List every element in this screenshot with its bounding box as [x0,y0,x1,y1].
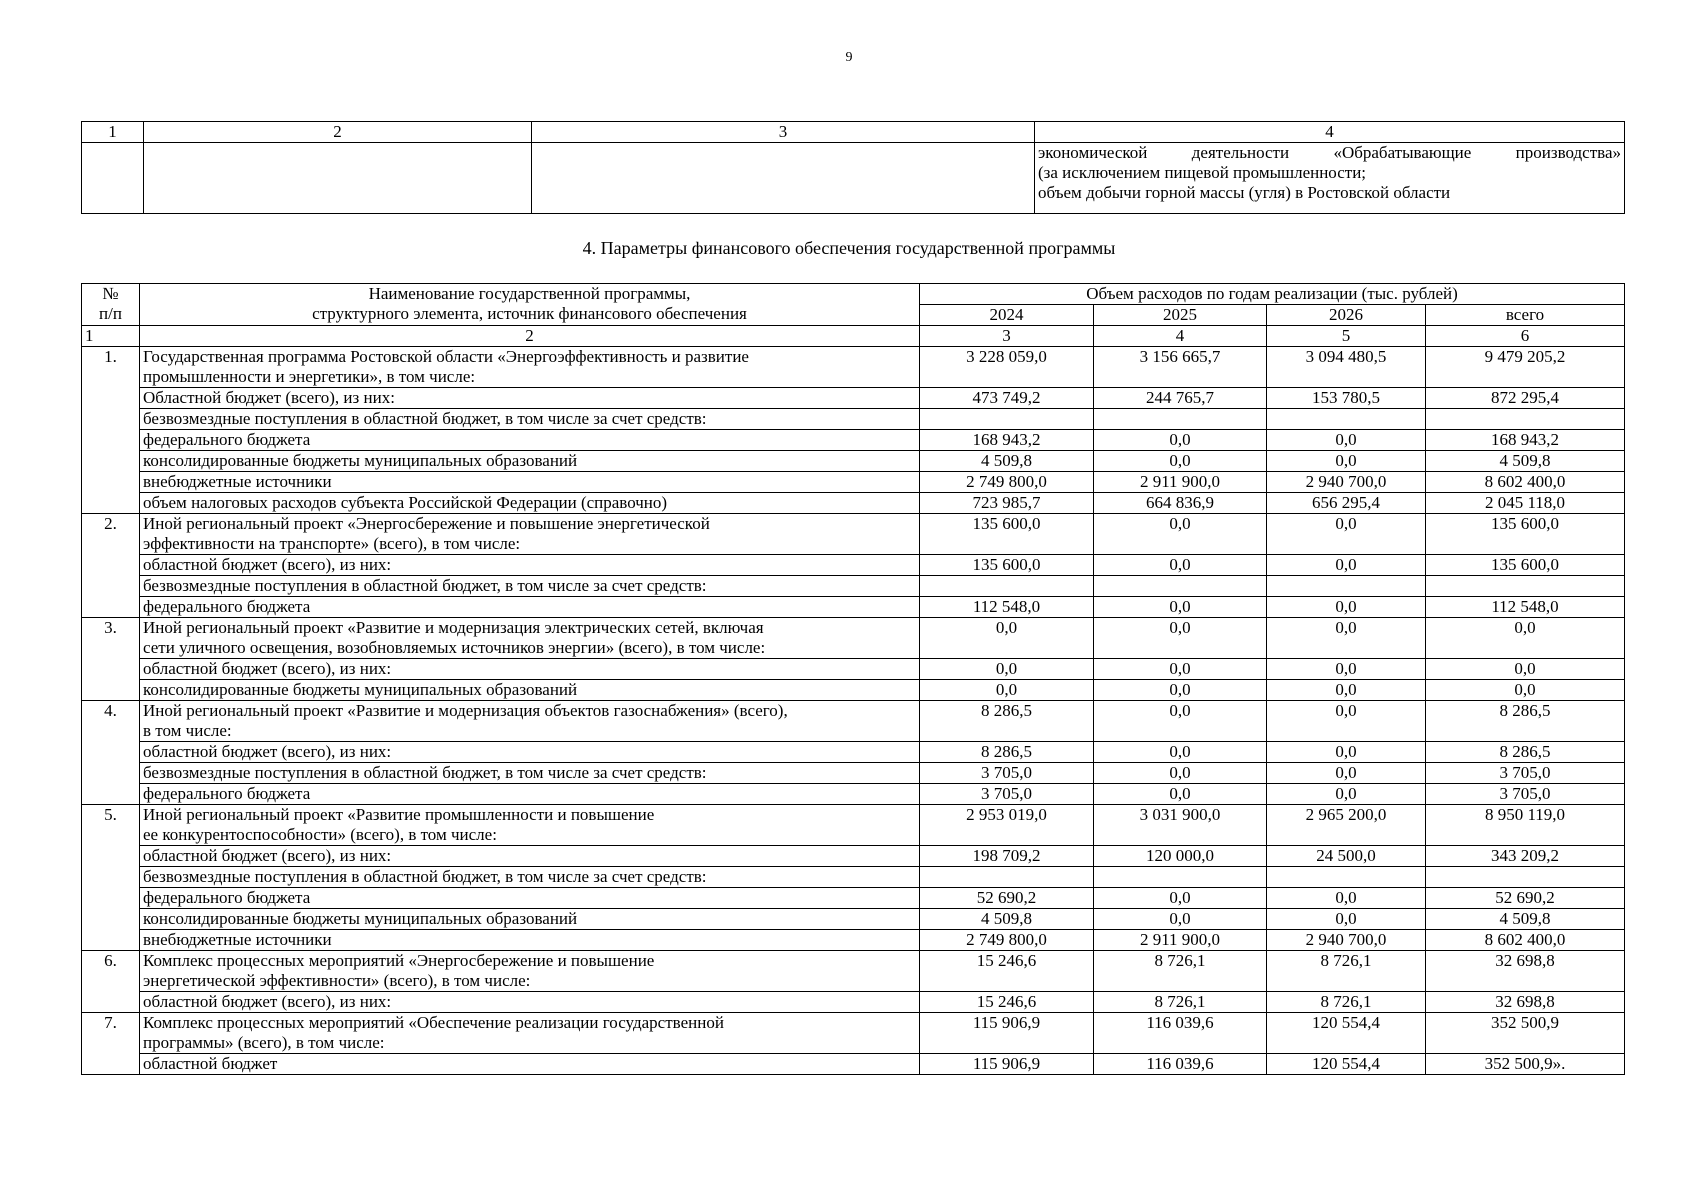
value-cell: 198 709,2 [920,846,1094,867]
year-header: всего [1426,305,1625,326]
value-cell: 8 602 400,0 [1426,930,1625,951]
value-cell: 8 286,5 [1426,701,1625,742]
value-cell: 8 726,1 [1094,951,1267,992]
value-cell: 244 765,7 [1094,388,1267,409]
item-name-line: консолидированные бюджеты муниципальных образований [143,909,578,928]
item-name-line: внебюджетные источники [143,472,332,491]
table-row [82,784,1625,805]
value-cell: 0,0 [1267,680,1426,701]
value-cell: 32 698,8 [1426,951,1625,992]
table-row [82,597,1625,618]
item-name-line: областной бюджет [143,1054,278,1073]
value-cell: 2 911 900,0 [1094,472,1267,493]
continuation-text-cell [1035,143,1625,214]
header-line: п/п [99,304,122,323]
row-number: 4. [82,701,140,805]
item-name-cell [140,597,920,618]
table-row [82,763,1625,784]
continuation-row [82,143,1625,214]
item-name-line: эффективности на транспорте» (всего), в том числе: [143,534,521,553]
item-name-cell [140,784,920,805]
item-name-line: областной бюджет (всего), из них: [143,555,392,574]
row-number: 6. [82,951,140,1013]
continuation-table [81,121,1625,214]
item-name-cell [140,430,920,451]
value-cell: 0,0 [1267,555,1426,576]
item-name-cell [140,930,920,951]
value-cell: 115 906,9 [920,1054,1094,1075]
item-name-line: Иной региональный проект «Развитие и модернизация объектов газоснабжения» (всего), [143,701,788,720]
table-row [82,992,1625,1013]
value-cell: 8 726,1 [1094,992,1267,1013]
value-cell: 15 246,6 [920,992,1094,1013]
empty-cell [144,143,532,214]
value-cell: 0,0 [920,618,1094,659]
value-cell: 352 500,9 [1426,1013,1625,1054]
value-cell: 120 554,4 [1267,1054,1426,1075]
value-cell: 116 039,6 [1094,1013,1267,1054]
item-name-line: федерального бюджета [143,597,311,616]
row-number: 5. [82,805,140,951]
value-cell: 0,0 [1094,888,1267,909]
value-cell: 168 943,2 [1426,430,1625,451]
item-name-cell [140,951,920,992]
item-name-line: энергетической эффективности» (всего), в том числе: [143,971,531,990]
table-row [82,846,1625,867]
col-number: 6 [1426,326,1625,347]
item-name-cell [140,472,920,493]
item-name-line: сети уличного освещения, возобновляемых источников энергии» (всего), в том числе: [143,638,766,657]
value-cell: 0,0 [1267,888,1426,909]
value-cell [1094,409,1267,430]
value-cell: 0,0 [1267,701,1426,742]
text-line: (за исключением пищевой промышленности; [1038,163,1367,182]
header-cell: 1 [82,122,144,143]
item-name-line: Иной региональный проект «Энергосбережение и повышение энергетической [143,514,710,533]
value-cell: 0,0 [1094,555,1267,576]
value-cell: 0,0 [1094,742,1267,763]
item-name-cell [140,1013,920,1054]
header-cell: 4 [1035,122,1625,143]
value-cell [1094,576,1267,597]
value-cell: 153 780,5 [1267,388,1426,409]
col-number: 5 [1267,326,1426,347]
empty-cell [532,143,1035,214]
header-line: Наименование государственной программы, [368,284,691,303]
value-cell: 32 698,8 [1426,992,1625,1013]
text-line: экономической деятельности «Обрабатывающие производства» [1038,143,1621,162]
item-name-cell [140,909,920,930]
value-cell: 2 749 800,0 [920,472,1094,493]
value-cell: 2 045 118,0 [1426,493,1625,514]
item-name-line: федерального бюджета [143,888,311,907]
value-cell: 4 509,8 [1426,451,1625,472]
section-title: 4. Параметры финансового обеспечения государственной программы [582,238,1116,258]
num-col-header [82,284,140,326]
item-name-line: объем налоговых расходов субъекта Российской Федерации (справочно) [143,493,668,512]
table-row [82,659,1625,680]
item-name-line: Областной бюджет (всего), из них: [143,388,395,407]
item-name-line: областной бюджет (всего), из них: [143,659,392,678]
col-number: 1 [82,326,140,347]
financial-table-body [82,347,1625,1075]
header-cell: 2 [144,122,532,143]
value-cell: 0,0 [1267,451,1426,472]
value-cell: 0,0 [1267,742,1426,763]
value-cell: 8 286,5 [920,742,1094,763]
column-numbers-row [82,326,1625,347]
value-cell: 0,0 [1267,618,1426,659]
table-row [82,347,1625,388]
item-name-line: Иной региональный проект «Развитие и модернизация электрических сетей, включая [143,618,764,637]
value-cell: 116 039,6 [1094,1054,1267,1075]
row-number: 1. [82,347,140,514]
item-name-cell [140,867,920,888]
value-cell: 0,0 [1094,514,1267,555]
value-cell: 0,0 [1094,597,1267,618]
value-cell: 120 000,0 [1094,846,1267,867]
value-cell: 0,0 [920,680,1094,701]
item-name-line: федерального бюджета [143,784,311,803]
item-name-line: консолидированные бюджеты муниципальных образований [143,451,578,470]
item-name-cell [140,846,920,867]
item-name-line: промышленности и энергетики», в том числе: [143,367,476,386]
value-cell: 872 295,4 [1426,388,1625,409]
value-cell: 2 965 200,0 [1267,805,1426,846]
value-cell: 0,0 [1094,618,1267,659]
item-name-line: безвозмездные поступления в областной бюджет, в том числе за счет средств: [143,867,707,886]
table-row [82,1054,1625,1075]
value-cell: 8 950 119,0 [1426,805,1625,846]
value-cell: 0,0 [1094,701,1267,742]
value-cell: 664 836,9 [1094,493,1267,514]
value-cell: 3 228 059,0 [920,347,1094,388]
financial-table [81,283,1625,1075]
name-col-header [140,284,920,326]
item-name-line: Иной региональный проект «Развитие промышленности и повышение [143,805,655,824]
value-cell: 656 295,4 [1267,493,1426,514]
value-cell: 168 943,2 [920,430,1094,451]
item-name-line: безвозмездные поступления в областной бюджет, в том числе за счет средств: [143,409,707,428]
item-name-cell [140,763,920,784]
table-row [82,388,1625,409]
value-cell: 0,0 [1426,659,1625,680]
row-number: 2. [82,514,140,618]
value-cell: 135 600,0 [1426,555,1625,576]
value-cell: 115 906,9 [920,1013,1094,1054]
item-name-line: Государственная программа Ростовской области «Энергоэффективность и развитие [143,347,749,366]
item-name-cell [140,992,920,1013]
value-cell: 8 726,1 [1267,992,1426,1013]
value-cell: 9 479 205,2 [1426,347,1625,388]
value-cell: 3 705,0 [920,763,1094,784]
item-name-line: федерального бюджета [143,430,311,449]
value-cell: 15 246,6 [920,951,1094,992]
value-cell: 2 911 900,0 [1094,930,1267,951]
item-name-line: областной бюджет (всего), из них: [143,742,392,761]
item-name-cell [140,888,920,909]
value-cell: 0,0 [1094,784,1267,805]
item-name-cell [140,347,920,388]
value-cell: 0,0 [1094,680,1267,701]
item-name-cell [140,680,920,701]
item-name-line: областной бюджет (всего), из них: [143,846,392,865]
table-row [82,430,1625,451]
value-cell: 3 094 480,5 [1267,347,1426,388]
value-cell: 352 500,9». [1426,1054,1625,1075]
item-name-cell [140,388,920,409]
header-row [82,284,1625,305]
continuation-table-header [82,122,1625,143]
table-row [82,618,1625,659]
value-cell: 3 031 900,0 [1094,805,1267,846]
header-cell: 3 [532,122,1035,143]
value-cell: 3 156 665,7 [1094,347,1267,388]
value-cell: 0,0 [1267,763,1426,784]
value-cell: 52 690,2 [1426,888,1625,909]
item-name-cell [140,805,920,846]
row-number: 7. [82,1013,140,1075]
table-row [82,576,1625,597]
table-row [82,493,1625,514]
item-name-cell [140,1054,920,1075]
value-cell [1094,867,1267,888]
table-row [82,742,1625,763]
value-cell: 2 940 700,0 [1267,930,1426,951]
table-row [82,888,1625,909]
year-header: 2025 [1094,305,1267,326]
item-name-cell [140,701,920,742]
value-cell [920,867,1094,888]
value-cell: 112 548,0 [920,597,1094,618]
value-cell: 120 554,4 [1267,1013,1426,1054]
item-name-cell [140,409,920,430]
value-cell: 112 548,0 [1426,597,1625,618]
item-name-line: областной бюджет (всего), из них: [143,992,392,1011]
table-row [82,680,1625,701]
table-row [82,555,1625,576]
item-name-cell [140,451,920,472]
value-cell [920,409,1094,430]
value-cell: 52 690,2 [920,888,1094,909]
item-name-cell [140,576,920,597]
value-cell: 0,0 [1267,784,1426,805]
table-row [82,451,1625,472]
value-cell: 0,0 [1094,451,1267,472]
value-cell: 2 940 700,0 [1267,472,1426,493]
value-cell: 135 600,0 [920,555,1094,576]
volume-col-header: Объем расходов по годам реализации (тыс. рублей) [920,284,1625,305]
value-cell: 0,0 [920,659,1094,680]
value-cell: 0,0 [1267,514,1426,555]
item-name-line: внебюджетные источники [143,930,332,949]
value-cell: 135 600,0 [1426,514,1625,555]
table-row [82,514,1625,555]
table-row [82,867,1625,888]
value-cell [1426,867,1625,888]
value-cell: 4 509,8 [920,451,1094,472]
value-cell: 3 705,0 [1426,763,1625,784]
item-name-cell [140,659,920,680]
value-cell: 343 209,2 [1426,846,1625,867]
value-cell: 0,0 [1267,597,1426,618]
value-cell: 8 286,5 [920,701,1094,742]
value-cell [1267,409,1426,430]
value-cell: 0,0 [1267,659,1426,680]
item-name-cell [140,493,920,514]
value-cell: 0,0 [1267,909,1426,930]
year-header: 2026 [1267,305,1426,326]
item-name-line: в том числе: [143,721,232,740]
header-line: структурного элемента, источник финансового обеспечения [312,304,747,323]
table-row [82,701,1625,742]
col-number: 3 [920,326,1094,347]
value-cell [1267,867,1426,888]
table-row [82,409,1625,430]
value-cell: 0,0 [1094,763,1267,784]
item-name-line: безвозмездные поступления в областной бюджет, в том числе за счет средств: [143,763,707,782]
value-cell: 0,0 [1094,909,1267,930]
value-cell: 2 749 800,0 [920,930,1094,951]
value-cell: 3 705,0 [1426,784,1625,805]
item-name-line: ее конкурентоспособности» (всего), в том числе: [143,825,497,844]
value-cell [1426,576,1625,597]
table-row [82,951,1625,992]
value-cell: 723 985,7 [920,493,1094,514]
year-header: 2024 [920,305,1094,326]
value-cell: 0,0 [1426,680,1625,701]
table-row [82,909,1625,930]
value-cell: 4 509,8 [1426,909,1625,930]
col-number: 2 [140,326,920,347]
value-cell: 135 600,0 [920,514,1094,555]
value-cell [920,576,1094,597]
item-name-line: программы» (всего), в том числе: [143,1033,385,1052]
value-cell: 8 726,1 [1267,951,1426,992]
value-cell: 2 953 019,0 [920,805,1094,846]
page-number: 9 [845,50,853,65]
item-name-cell [140,555,920,576]
item-name-cell [140,514,920,555]
value-cell: 0,0 [1267,430,1426,451]
table-row [82,1013,1625,1054]
value-cell: 4 509,8 [920,909,1094,930]
empty-cell [82,143,144,214]
value-cell: 0,0 [1094,659,1267,680]
value-cell: 8 602 400,0 [1426,472,1625,493]
value-cell: 473 749,2 [920,388,1094,409]
value-cell [1267,576,1426,597]
value-cell: 0,0 [1426,618,1625,659]
table-row [82,930,1625,951]
text-line: объем добычи горной массы (угля) в Ростовской области [1038,183,1451,202]
item-name-line: безвозмездные поступления в областной бюджет, в том числе за счет средств: [143,576,707,595]
item-name-cell [140,742,920,763]
row-number: 3. [82,618,140,701]
value-cell: 8 286,5 [1426,742,1625,763]
col-number: 4 [1094,326,1267,347]
value-cell [1426,409,1625,430]
item-name-cell [140,618,920,659]
item-name-line: консолидированные бюджеты муниципальных образований [143,680,578,699]
table-row [82,472,1625,493]
item-name-line: Комплекс процессных мероприятий «Обеспечение реализации государственной [143,1013,724,1032]
table-row [82,805,1625,846]
value-cell: 24 500,0 [1267,846,1426,867]
header-line: № [102,284,119,303]
value-cell: 0,0 [1094,430,1267,451]
value-cell: 3 705,0 [920,784,1094,805]
item-name-line: Комплекс процессных мероприятий «Энергосбережение и повышение [143,951,655,970]
